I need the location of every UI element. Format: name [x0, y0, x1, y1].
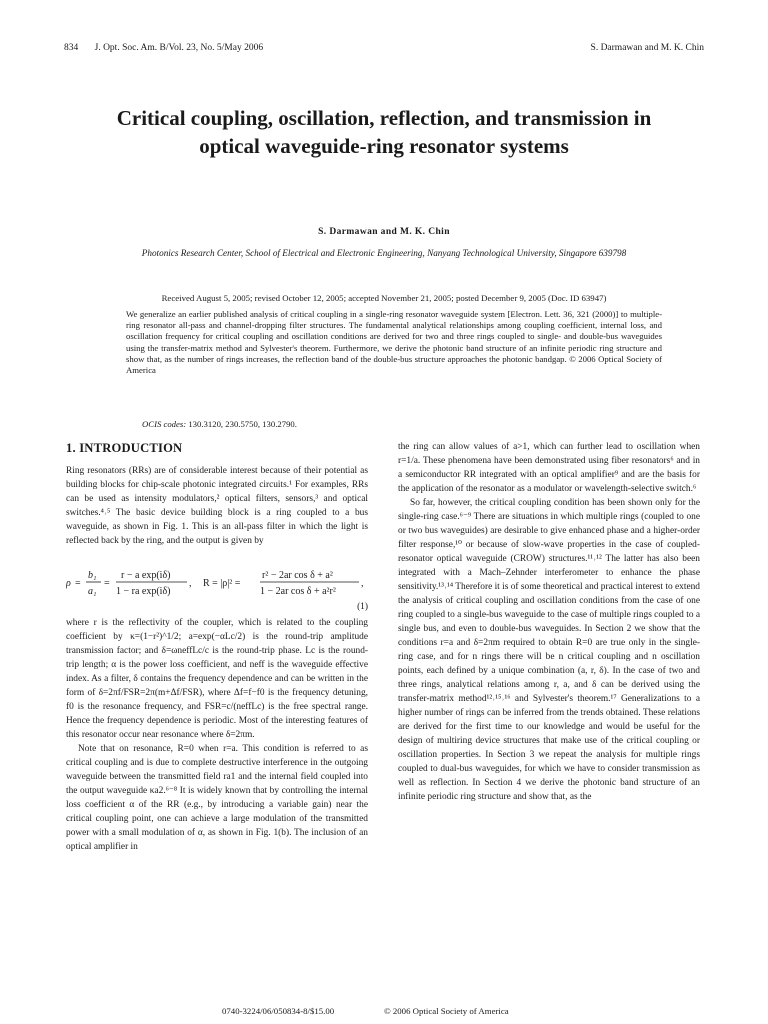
eq-a1: a₁: [88, 586, 97, 597]
equation-number: (1): [357, 602, 368, 612]
eq-b1: b₁: [88, 570, 97, 581]
intro-paragraph-5: So far, however, the critical coupling condition has been shown only for the single-ring case.⁶⁻⁹ There are situations in which multiple rings (coupled to one or two bus waveguides) are desirable to give enhanced phase and a higher-order filter response,¹⁰ or because of slow-wave properties in the case of coupled-resonator optical waveguide (CROW) structures.¹¹˒¹² The latter has also been integrated with a Mach–Zehnder interferometer to enhance the phase sensitivity.¹³˒¹⁴ Therefore it is of some theoretical and practical interest to extend the analysis of critical coupling and oscillation conditions from the case of one ring coupled to a single-bus waveguide to the case of multiple rings coupled to a single bus, and even to double-bus waveguides. In Section 2 we show that the conditions r=a and δ=2πm required to obtain R=0 are true only in the single-ring case, and for n rings there will be n critical coupling and n oscillation points, each defined by a unique combination (a, r, δ). In the case of two and three rings, analytical relations among r, a, and δ can be derived using the transfer-matrix method¹²˒¹⁵˒¹⁶ and Sylvester's theorem.¹⁷ Generalizations to a higher number of rings can be inferred from the trends obtained. These relations are derived for the first time to our knowledge and would be useful for the design of multiring device structures that make use of the critical coupling or oscillation properties. In Section 3 we repeat the analysis for multiple rings coupled to dual-bus waveguides, for which we have to consider transmission as well as reflection. In Section 4 we derive the photonic band structure of an infinite periodic ring structure and show that, as the: [398, 498, 701, 802]
author-list: S. Darmawan and M. K. Chin: [318, 227, 450, 237]
eq-equals-1: =: [75, 578, 81, 589]
journal-citation: J. Opt. Soc. Am. B/Vol. 23, No. 5/May 2006: [94, 43, 264, 53]
eq-rho-numerator: r − a exp(iδ): [121, 570, 171, 581]
eq-rho-denominator: 1 − ra exp(iδ): [116, 586, 171, 597]
eq-comma-2: ,: [361, 578, 364, 589]
received-dates: Received August 5, 2005; revised October 12, 2005; accepted November 21, 2005; posted December 9, 2005 (Doc. ID 63947): [161, 293, 607, 303]
ocis-codes: [142, 419, 662, 430]
intro-paragraph-3: Note that on resonance, R=0 when r=a. This condition is referred to as critical coupling and is due to complete destructive interference in the outgoing waveguide between the transmitted field ra1 and the internal field coupled into the output waveguide κa2.⁶⁻⁸ It is widely known that by controlling the internal loss coefficient α of the RR (e.g., by introducing a variable gain) near the critical coupling point, one can achieve a large modulation of the transmitted power with a small modulation of α, as shown in Fig. 1(b). The inclusion of an optical amplifier in: [66, 744, 368, 852]
section-heading-introduction: 1. INTRODUCTION: [66, 441, 183, 455]
page-footer: [0, 1006, 768, 1020]
publication-code: 0740-3224/06/050834-8/$15.00: [222, 1006, 335, 1016]
affiliation: Photonics Research Center, School of Electrical and Electronic Engineering, Nanyang Technological University, Singapore 639798: [141, 248, 627, 258]
intro-paragraph-2: where r is the reflectivity of the coupler, which is related to the coupling coefficient by κ=(1−r²)^1/2; a=exp(−αLc/2) is the round-trip amplitude transmission factor; and δ=ωneffLc/c is the round-trip phase. Lc is the round-trip length; α is the power loss coefficient, and neff is the waveguide effective index. As a filter, δ contains the frequency dependence and can be written in the form of δ=2πf/FSR=2π(m+Δf/FSR), where Δf=f−f0 is the frequency detuning, f0 is the resonance frequency, and FSR=c/(neffLc) is the free spectral range. Hence the frequency dependence is periodic. Most of the interesting features of this resonator occur near resonance where δ=2πm.: [66, 618, 368, 740]
footer-copyright: © 2006 Optical Society of America: [384, 1006, 509, 1016]
intro-paragraph-1: Ring resonators (RRs) are of considerable interest because of their potential as building blocks for chip-scale photonic integrated circuits.¹ For examples, RRs can be used as intensity modulators,² optical filters, sensors,³ and optical switches.⁴˒⁵ The basic device building block is a ring coupled to a bus waveguide, as shown in Fig. 1. This is an all-pass filter in which the light is reflected back by the ring, and the output is given by: [66, 466, 368, 546]
eq-R-numerator: r² − 2ar cos δ + a²: [262, 570, 333, 581]
eq-comma-1: ,: [189, 578, 192, 589]
running-head: [0, 40, 768, 56]
ocis-label: OCIS codes:: [142, 419, 187, 429]
right-column: [398, 440, 700, 804]
equation-1-graphic: [66, 552, 368, 608]
running-head-left: [64, 40, 277, 56]
left-column: [66, 440, 368, 854]
eq-R-lhs: R = |ρ|² =: [203, 578, 241, 589]
running-head-authors: S. Darmawan and M. K. Chin: [590, 43, 704, 53]
intro-paragraph-4: the ring can allow values of a>1, which can further lead to oscillation when r=1/a. These phenomena have been demonstrated using fiber resonators⁶ and in a semiconductor RR integrated with an optical amplifier⁹ and are the basis for the application of the resonator as a modulator or wavelength-selective switch.⁶: [398, 442, 700, 494]
page-number: 834: [64, 43, 79, 53]
eq-R-denominator: 1 − 2ar cos δ + a²r²: [260, 586, 336, 597]
paper-title: Critical coupling, oscillation, reflection, and transmission in optical waveguide-ring resonator systems: [116, 106, 652, 158]
eq-equals-2: =: [104, 578, 110, 589]
equation-1: [66, 552, 368, 612]
abstract: We generalize an earlier published analysis of critical coupling in a single-ring resonator waveguide system [Electron. Lett. 36, 321 (2000)] to multiple-ring resonator all-pass and channel-dropping filter structures. The fundamental analytical relationships among coupling coefficient, internal loss, and oscillation frequency for critical coupling and oscillation conditions are derived for two and three rings coupled to single- and double-bus waveguides using the transfer-matrix method and Sylvester's theorem. Furthermore, we derive the photonic band structure of an infinite periodic ring structure and show that, as the number of rings increases, the reflection band of the double-bus structure approaches the photonic bandgap. © 2006 Optical Society of America: [126, 309, 662, 376]
ocis-values: 130.3120, 230.5750, 130.2790.: [188, 419, 297, 429]
eq-rho: ρ: [66, 578, 71, 589]
